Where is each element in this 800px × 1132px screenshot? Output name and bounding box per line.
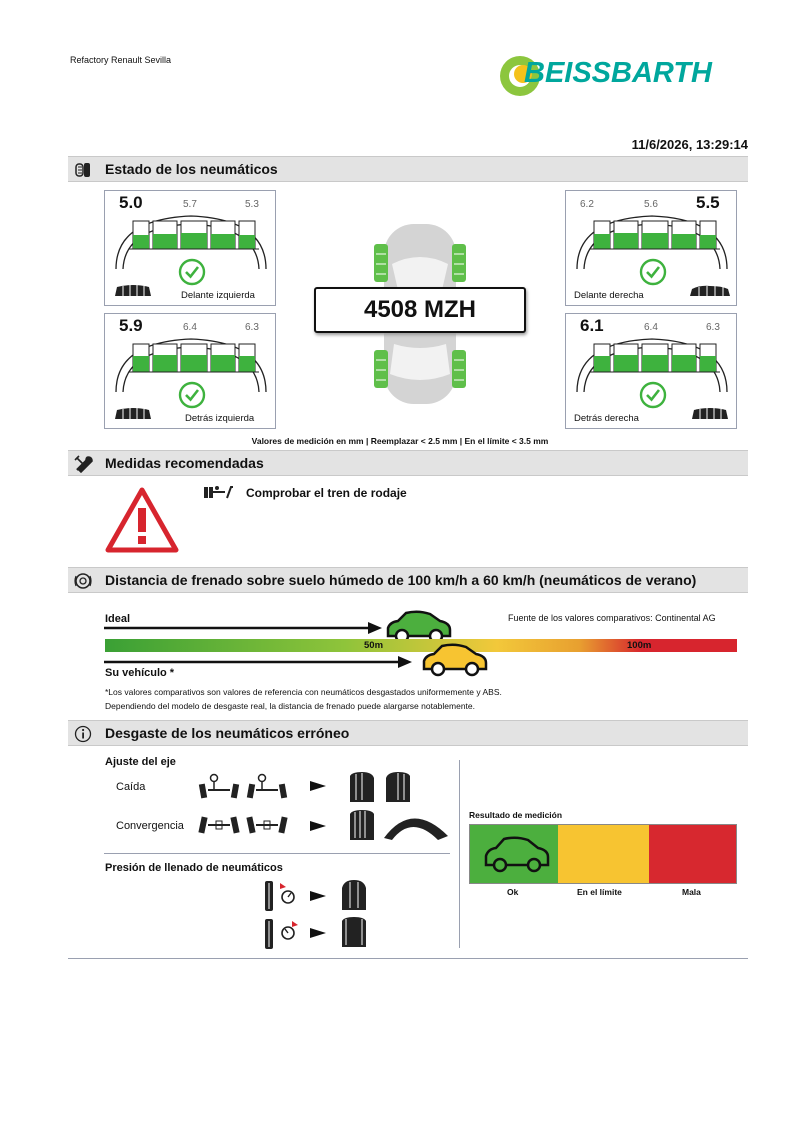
info-icon — [74, 725, 94, 743]
tires-section-header — [68, 156, 748, 182]
result-car-icon — [482, 835, 550, 875]
scale-mark-100: 100m — [627, 640, 652, 651]
tread-value-3: 6.3 — [706, 322, 720, 333]
tire-position-label: Detrás derecha — [574, 413, 639, 424]
overinflated-tire-icon — [340, 878, 370, 912]
pressure-title: Presión de llenado de neumáticos — [105, 862, 283, 874]
tire-box-rear-left — [104, 313, 276, 429]
camber-label: Caída — [116, 781, 146, 793]
ok-check-icon — [177, 257, 207, 287]
toe-label: Convergencia — [116, 820, 184, 832]
ok-check-icon — [638, 380, 668, 410]
your-car-icon — [420, 643, 490, 677]
axle-settings-title: Ajuste del eje — [105, 756, 176, 768]
tire-box-rear-right — [565, 313, 737, 429]
result-title: Resultado de medición — [469, 810, 563, 820]
measurement-result-scale — [469, 824, 737, 884]
low-pressure-icon — [262, 917, 302, 951]
tread-main-value: 5.0 — [119, 193, 143, 212]
your-vehicle-label: Su vehículo * — [105, 667, 175, 679]
arrow-right-icon — [310, 889, 328, 903]
tire-position-label: Delante derecha — [574, 290, 644, 301]
tread-value-2: 5.7 — [183, 199, 197, 210]
tread-main-value: 5.9 — [119, 316, 143, 335]
recommendation-item: Comprobar el tren de rodaje — [246, 486, 407, 500]
axle-check-icon — [203, 484, 237, 500]
measures-section-title: Medidas recomendadas — [105, 455, 264, 471]
brand-logo — [498, 50, 748, 100]
license-plate: 4508 MZH — [314, 287, 526, 333]
measures-section-header — [68, 450, 748, 476]
tire-position-label: Delante izquierda — [181, 290, 255, 301]
warning-triangle-icon — [104, 486, 180, 554]
wear-vertical-divider — [459, 760, 460, 948]
dealer-name: Refactory Renault Sevilla — [70, 55, 172, 65]
braking-footnote-2: Dependiendo del modelo de desgaste real, la distancia de frenado puede alargarse notablemente. — [105, 701, 476, 711]
ok-check-icon — [638, 257, 668, 287]
brand-text: BEISSBARTH — [524, 57, 712, 89]
result-limit-zone — [558, 825, 649, 883]
tread-value-3: 6.2 — [580, 199, 594, 210]
braking-footnote-1: *Los valores comparativos son valores de referencia con neumáticos desgastados uniformemente y ABS. — [105, 687, 502, 697]
toe-axle-icon — [198, 814, 290, 836]
tread-value-2: 6.4 — [183, 322, 197, 333]
high-pressure-icon — [262, 879, 302, 913]
comparison-source: Fuente de los valores comparativos: Continental AG — [508, 613, 716, 623]
result-limit-label: En el límite — [577, 887, 622, 897]
result-bad-label: Mala — [682, 887, 701, 897]
wear-section-title: Desgaste de los neumáticos erróneo — [105, 725, 350, 741]
scale-mark-50: 50m — [364, 640, 384, 651]
braking-section-header — [68, 567, 748, 593]
tread-value-3: 5.3 — [245, 199, 259, 210]
tread-value-2: 5.6 — [644, 199, 658, 210]
tire-position-label: Detrás izquierda — [185, 413, 255, 424]
camber-wear-tire-icon — [346, 770, 414, 804]
ideal-label: Ideal — [105, 613, 131, 625]
arrow-right-icon — [310, 779, 328, 793]
tires-section-title: Estado de los neumáticos — [105, 161, 278, 177]
wear-divider — [104, 853, 450, 854]
tread-wear-pattern-icon — [113, 406, 153, 420]
arrow-right-icon — [310, 926, 328, 940]
camber-axle-icon — [198, 772, 290, 800]
braking-section-title: Distancia de frenado sobre suelo húmedo de 100 km/h a 60 km/h (neumáticos de verano) — [105, 572, 697, 588]
footer-rule — [68, 958, 748, 959]
tire-gauge-icon — [74, 161, 94, 179]
wear-section-header — [68, 720, 748, 746]
tire-box-front-right — [565, 190, 737, 306]
underinflated-tire-icon — [340, 915, 370, 949]
tire-box-front-left — [104, 190, 276, 306]
tread-main-value: 5.5 — [696, 193, 720, 212]
tread-wear-pattern-icon — [690, 406, 730, 420]
measurement-units-note: Valores de medición en mm | Reemplazar < 2.5 mm | En el límite < 3.5 mm — [251, 436, 549, 446]
tread-main-value: 6.1 — [580, 316, 604, 335]
result-bad-zone — [649, 825, 736, 883]
tread-value-3: 6.3 — [245, 322, 259, 333]
tread-wear-pattern-icon — [113, 283, 153, 297]
tools-icon — [74, 455, 96, 473]
arrow-right-icon — [310, 819, 328, 833]
result-ok-label: Ok — [507, 887, 519, 897]
toe-wear-tire-icon — [346, 808, 450, 842]
report-datetime: 11/6/2026, 13:29:14 — [631, 137, 748, 152]
tread-wear-pattern-icon — [688, 283, 732, 297]
ideal-distance-arrow — [104, 621, 384, 635]
tread-value-2: 6.4 — [644, 322, 658, 333]
brake-disc-icon — [74, 572, 94, 590]
ok-check-icon — [177, 380, 207, 410]
